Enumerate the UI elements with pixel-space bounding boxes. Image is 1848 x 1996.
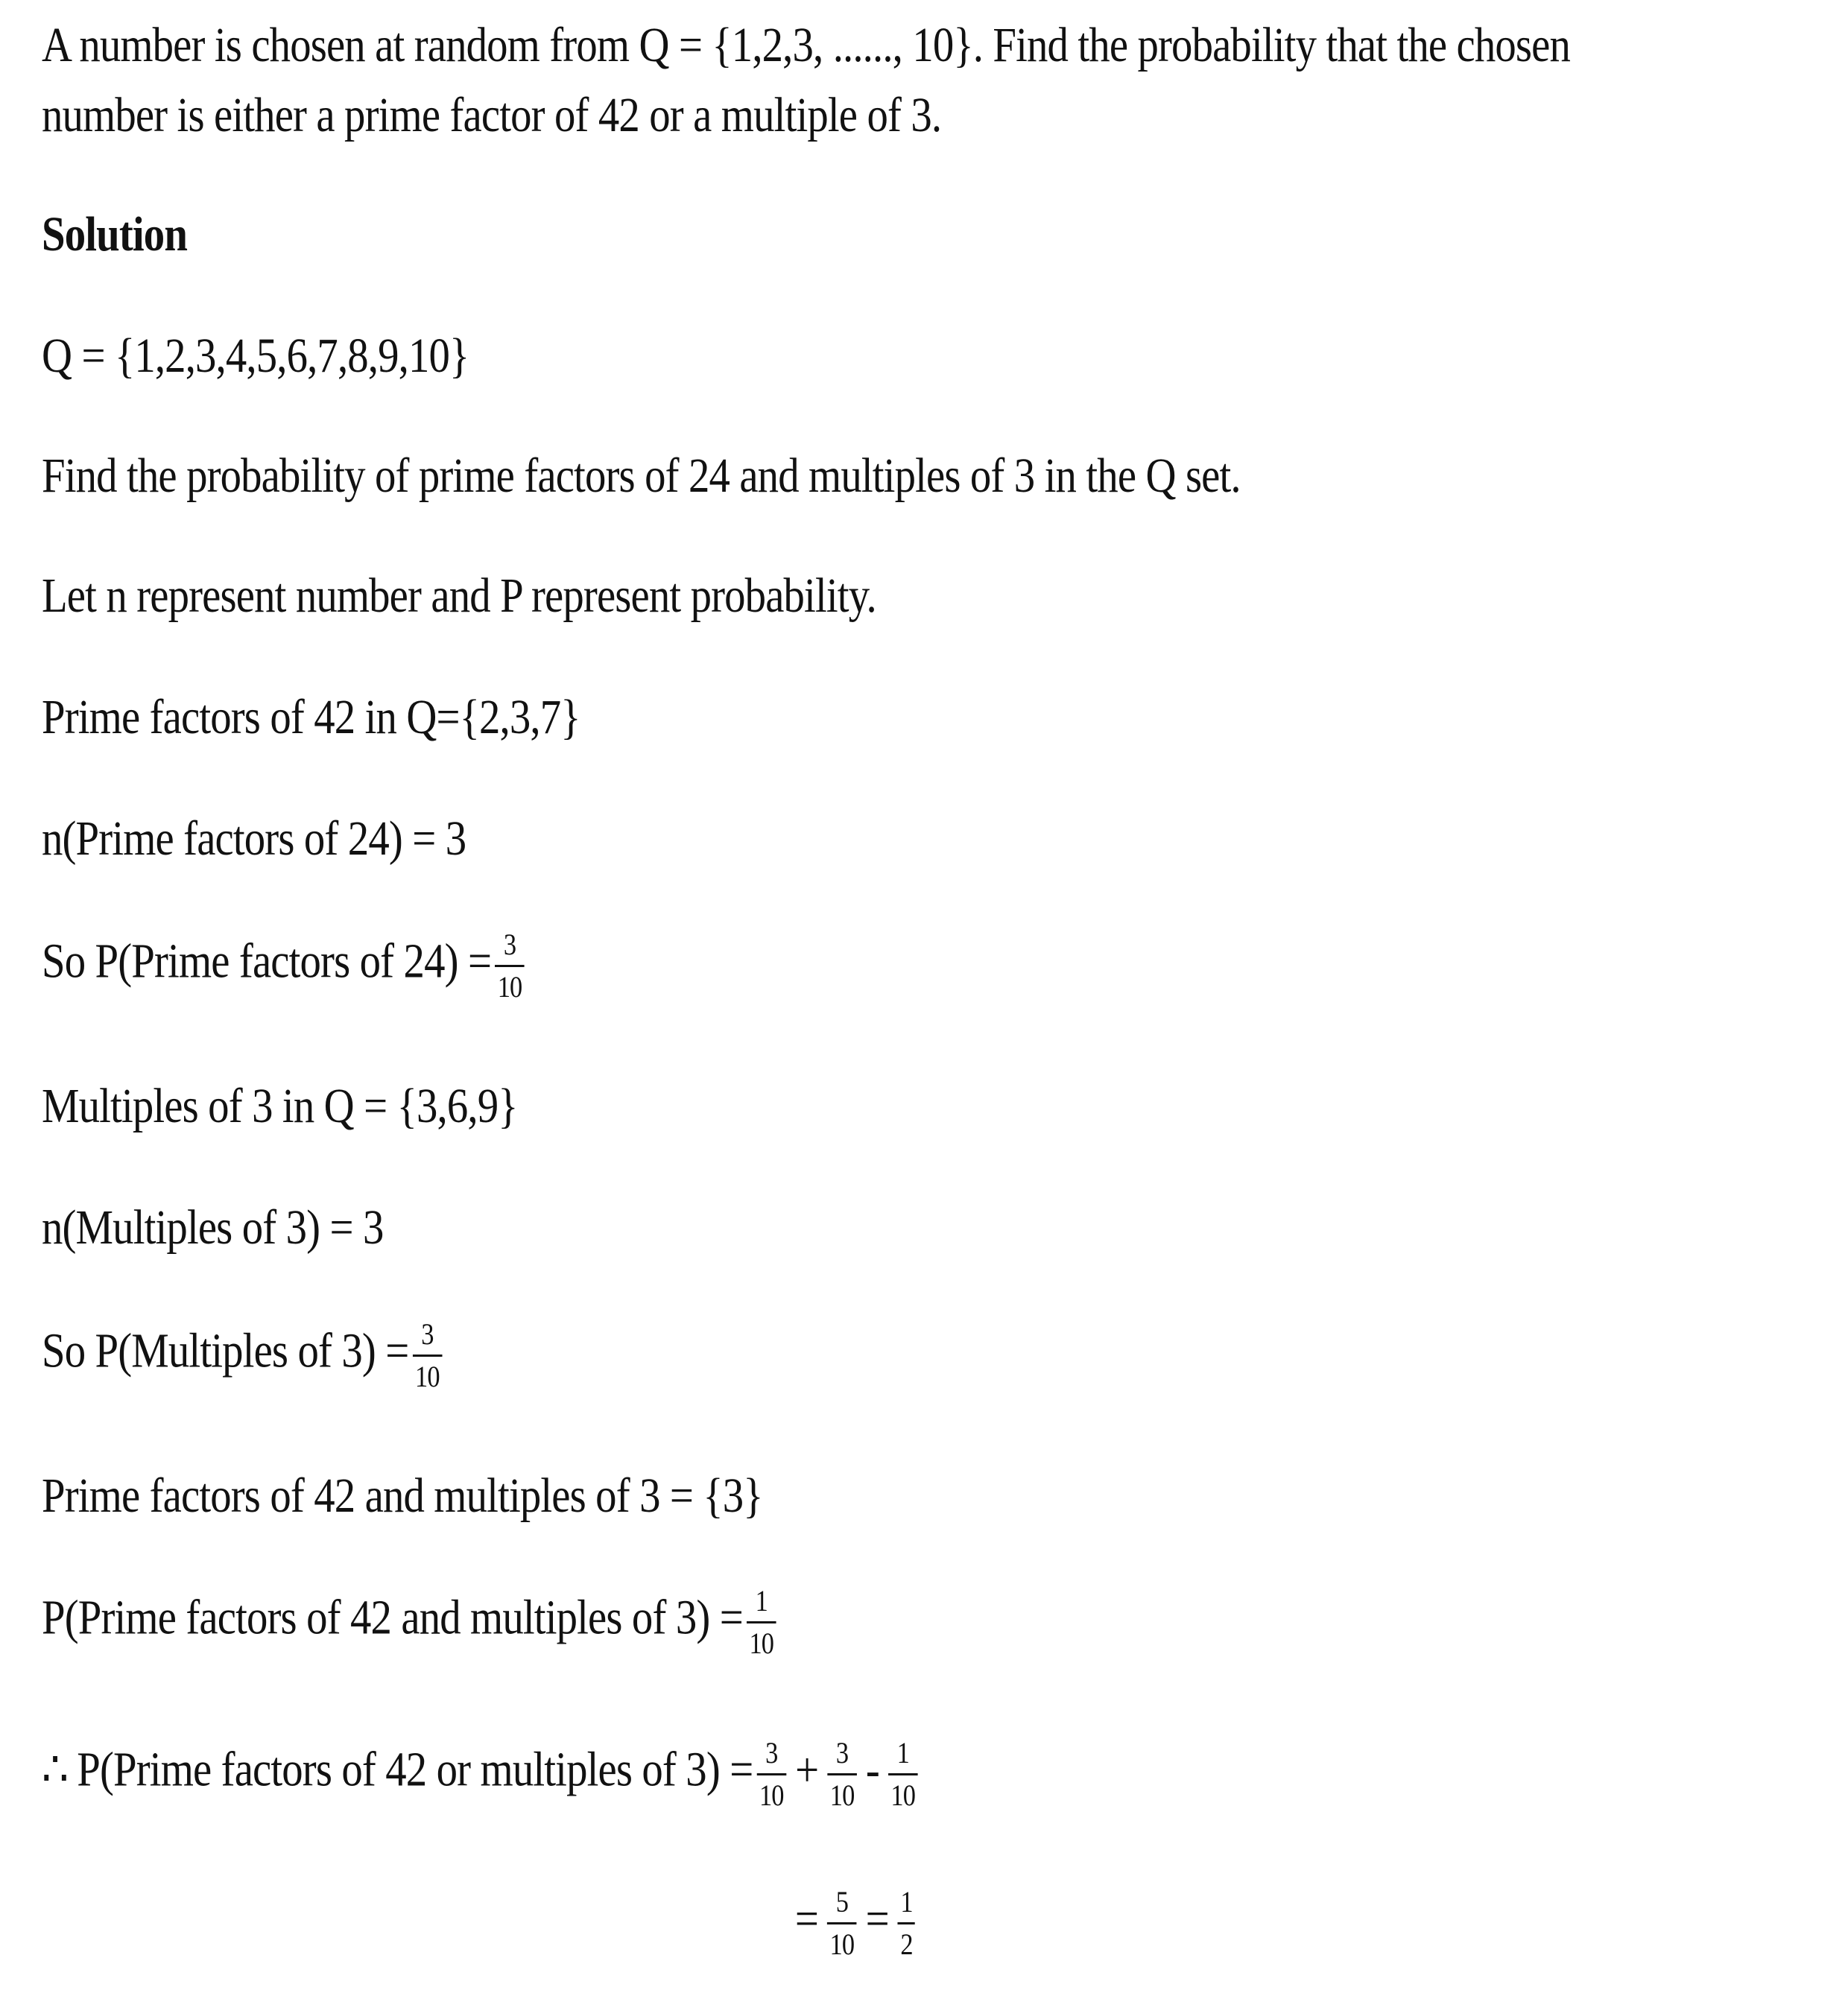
fraction-denominator: 10 (749, 1626, 774, 1660)
fraction-numerator: 5 (835, 1885, 849, 1919)
n-prime-factors-line: n(Prime factors of 24) = 3 (42, 811, 466, 866)
p-multiples-line (42, 1317, 446, 1394)
result-line (790, 1885, 919, 1962)
minus-operator: - (865, 1742, 879, 1797)
fraction-result-b (898, 1885, 915, 1962)
fraction-bar (827, 1922, 857, 1924)
question-line-2: number is either a prime factor of 42 or a multiple of 3. (42, 88, 942, 142)
intersection-line: Prime factors of 42 and multiples of 3 = {3} (42, 1469, 763, 1523)
fraction-p-multiples (413, 1317, 443, 1394)
fraction-numerator: 3 (765, 1736, 778, 1770)
fraction-denominator: 10 (829, 1778, 855, 1812)
solution-heading: Solution (42, 207, 188, 262)
fraction-numerator: 1 (900, 1885, 913, 1919)
fraction-numerator: 3 (503, 928, 516, 961)
fraction-denominator: 10 (497, 970, 522, 1004)
fraction-union-a (757, 1736, 787, 1813)
find-probability-line: Find the probability of prime factors of 24 and multiples of 3 in the Q set. (42, 449, 1241, 503)
fraction-bar (413, 1355, 443, 1357)
fraction-union-c (888, 1736, 918, 1813)
equals-operator: = (865, 1891, 889, 1946)
fraction-bar (757, 1773, 787, 1775)
p-prime-factors-line (42, 928, 528, 1004)
set-q-line: Q = {1,2,3,4,5,6,7,8,9,10} (42, 329, 469, 383)
prime-factors-line: Prime factors of 42 in Q={2,3,7} (42, 690, 580, 744)
fraction-numerator: 3 (835, 1736, 849, 1770)
multiples-line: Multiples of 3 in Q = {3,6,9} (42, 1079, 518, 1133)
fraction-union-b (827, 1736, 857, 1813)
fraction-p-intersection (747, 1584, 776, 1661)
fraction-denominator: 2 (900, 1927, 913, 1961)
p-prime-factors-text: So P(Prime factors of 24) = (42, 934, 492, 989)
p-intersection-line (42, 1584, 780, 1661)
p-multiples-text: So P(Multiples of 3) = (42, 1323, 409, 1378)
fraction-bar (827, 1773, 857, 1775)
fraction-numerator: 3 (421, 1317, 434, 1351)
fraction-bar (898, 1922, 915, 1924)
p-union-line (42, 1736, 922, 1813)
n-multiples-line: n(Multiples of 3) = 3 (42, 1200, 384, 1255)
therefore-symbol: ∴ (42, 1742, 69, 1797)
fraction-denominator: 10 (829, 1927, 855, 1961)
let-n-line: Let n represent number and P represent probability. (42, 568, 876, 623)
fraction-numerator: 1 (755, 1584, 768, 1618)
fraction-p-prime (495, 928, 525, 1004)
fraction-denominator: 10 (415, 1360, 440, 1393)
fraction-result-a (827, 1885, 857, 1962)
plus-operator: + (795, 1742, 819, 1797)
p-intersection-text: P(Prime factors of 42 and multiples of 3) = (42, 1590, 743, 1645)
equals-operator: = (794, 1891, 819, 1946)
fraction-denominator: 10 (890, 1778, 916, 1812)
fraction-bar (747, 1621, 776, 1623)
fraction-denominator: 10 (759, 1778, 784, 1812)
fraction-bar (888, 1773, 918, 1775)
question-line-1: A number is chosen at random from Q = {1,2,3, ......, 10}. Find the probability that the chosen (42, 18, 1570, 72)
fraction-bar (495, 965, 525, 967)
p-union-text: P(Prime factors of 42 or multiples of 3) = (77, 1742, 753, 1797)
fraction-numerator: 1 (896, 1736, 909, 1770)
